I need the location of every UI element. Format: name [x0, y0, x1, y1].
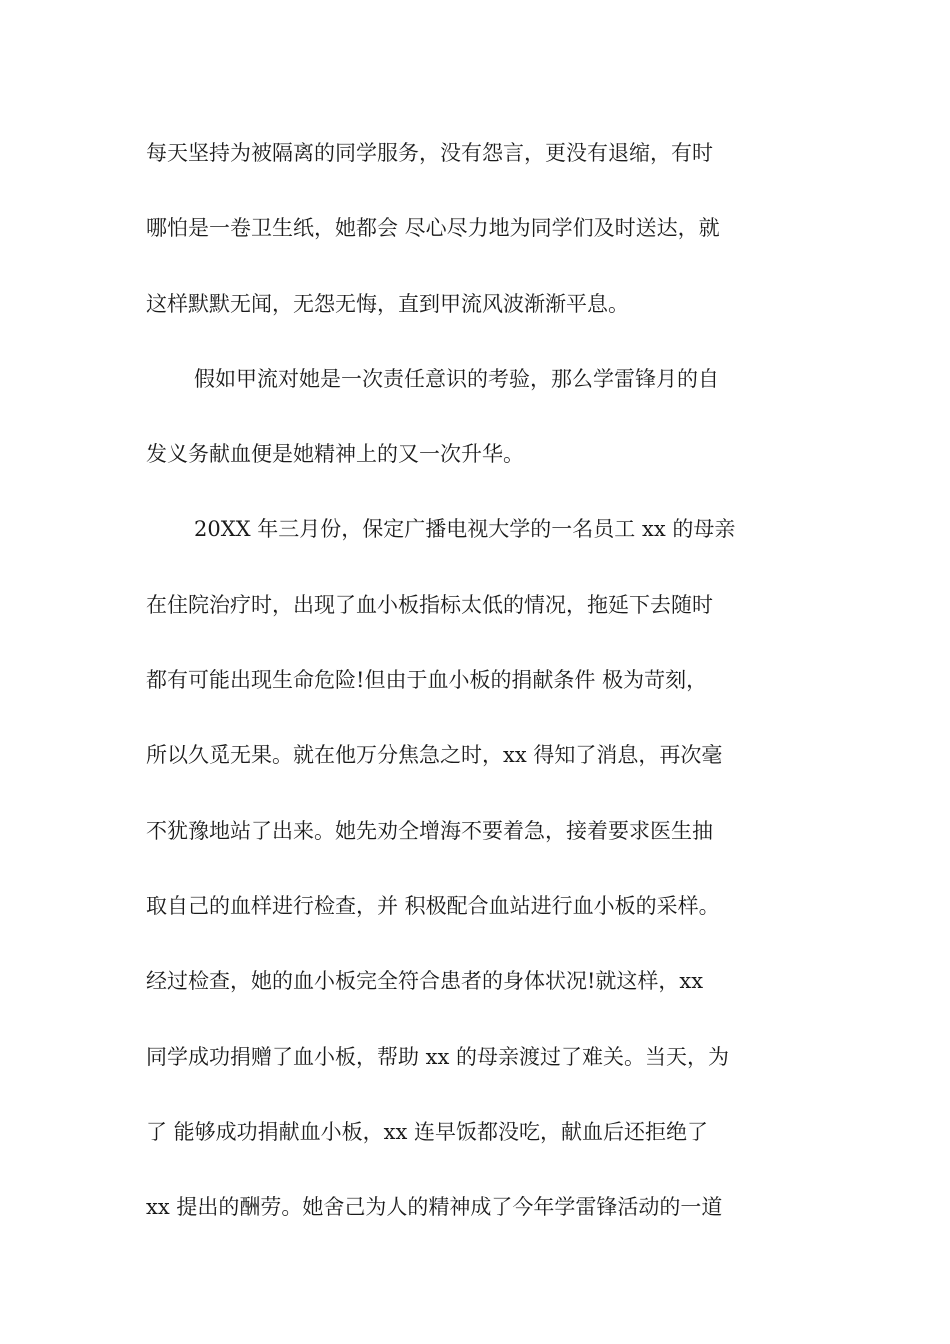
text-line: 在住院治疗时，出现了血小板指标太低的情况，拖延下去随时	[146, 592, 713, 617]
text-line: 不犹豫地站了出来。她先劝仝增海不要着急，接着要求医生抽	[146, 818, 713, 843]
text-line: xx 提出的酬劳。她舍己为人的精神成了今年学雷锋活动的一道	[146, 1195, 723, 1220]
text-line: 同学成功捐赠了血小板，帮助 xx 的母亲渡过了难关。当天，为	[146, 1044, 730, 1069]
text-line: 每天坚持为被隔离的同学服务，没有怨言，更没有退缩，有时	[146, 141, 713, 165]
text-line: 发义务献血便是她精神上的又一次升华。	[146, 442, 524, 467]
text-line: 这样默默无闻，无怨无悔，直到甲流风波渐渐平息。	[146, 291, 629, 316]
document-body	[146, 131, 810, 1260]
text-line: 哪怕是一卷卫生纸，她都会 尽心尽力地为同学们及时送达，就	[146, 216, 720, 241]
paragraph-first-line: 假如甲流对她是一次责任意识的考验，那么学雷锋月的自	[194, 366, 719, 391]
paragraph-first-line: 20XX 年三月份，保定广播电视大学的一名员工 xx 的母亲	[194, 517, 736, 542]
text-line: 都有可能出现生命危险!但由于血小板的捐献条件 极为苛刻，	[146, 668, 708, 693]
text-line: 经过检查，她的血小板完全符合患者的身体状况!就这样，xx	[146, 969, 704, 994]
text-line: 取自己的血样进行检查，并 积极配合血站进行血小板的采样。	[146, 893, 720, 918]
text-line: 了 能够成功捐献血小板，xx 连早饭都没吃，献血后还拒绝了	[146, 1119, 709, 1144]
text-line: 所以久觅无果。就在他万分焦急之时，xx 得知了消息，再次毫	[146, 743, 723, 768]
